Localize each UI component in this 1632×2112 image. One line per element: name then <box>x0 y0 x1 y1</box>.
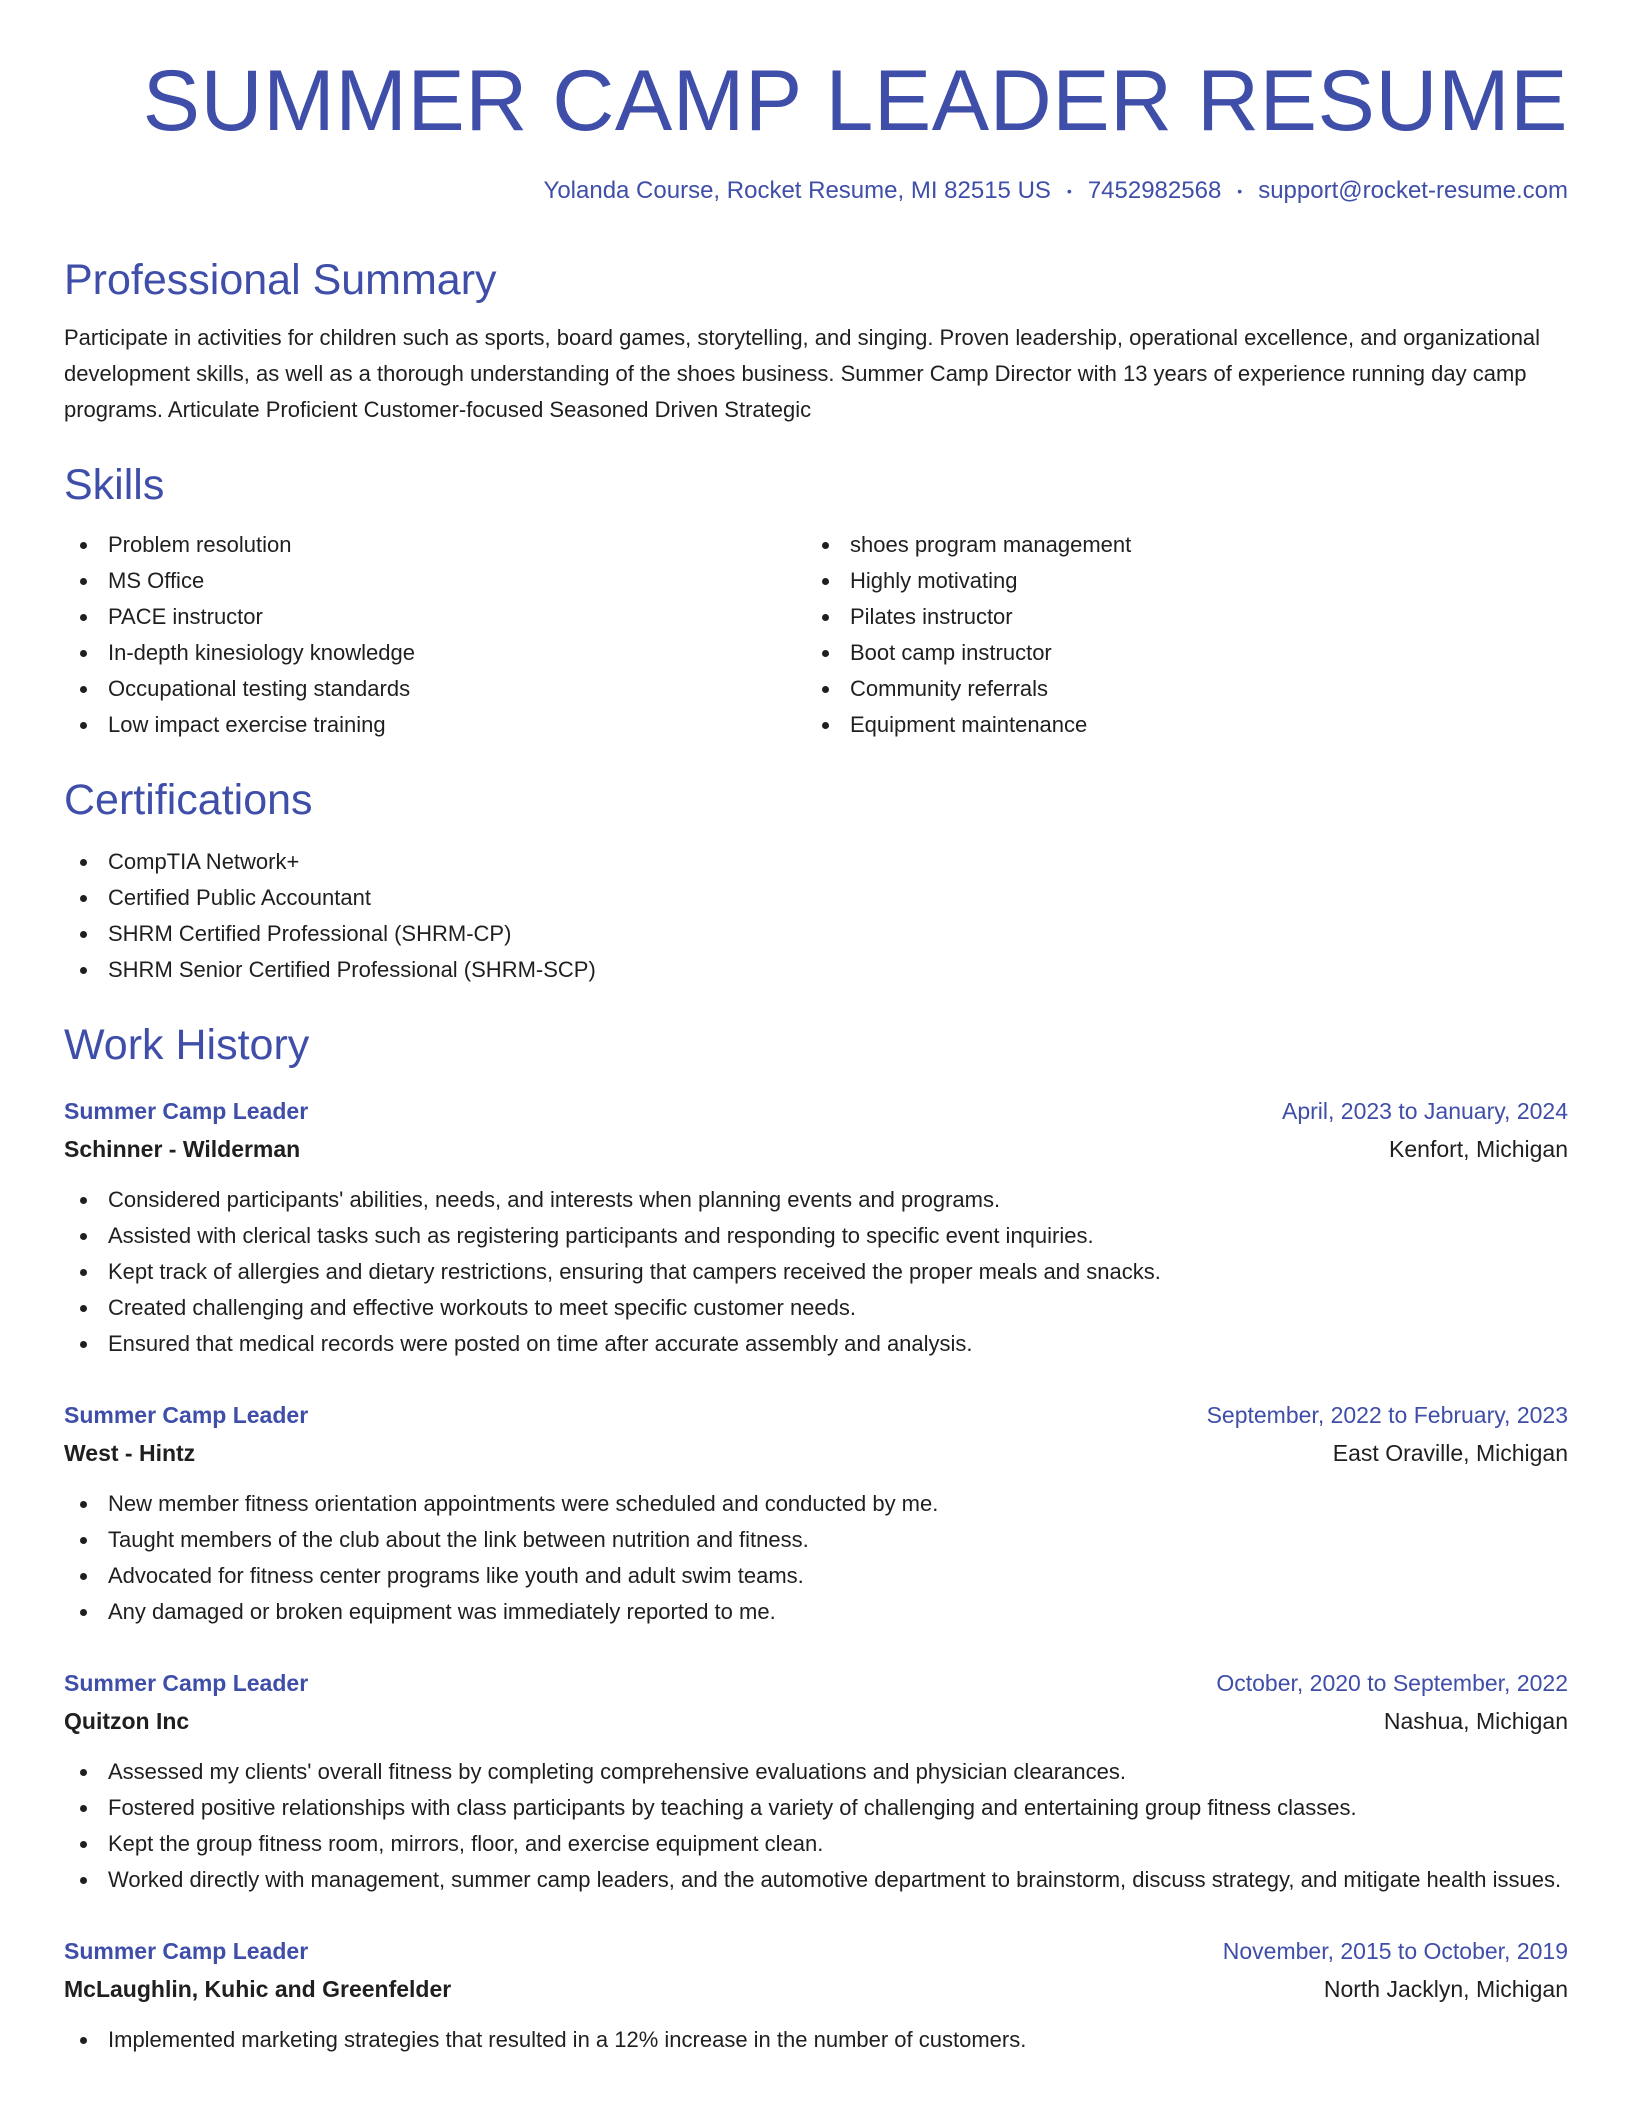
job-title-row <box>64 1092 1568 1130</box>
certification-item: CompTIA Network+ <box>64 844 1568 880</box>
skill-item: shoes program management <box>806 527 1548 563</box>
job-title: Summer Camp Leader <box>64 1669 309 1696</box>
skill-item: Problem resolution <box>64 527 806 563</box>
job-location: North Jacklyn, Michigan <box>1323 1975 1568 2002</box>
skill-item: MS Office <box>64 563 806 599</box>
skill-item: Boot camp instructor <box>806 635 1548 671</box>
job-location: Kenfort, Michigan <box>1389 1135 1568 1162</box>
summary-section <box>64 257 1568 428</box>
job-bullets <box>64 1182 1568 1362</box>
job-dates: November, 2015 to October, 2019 <box>1222 1937 1568 1964</box>
job-bullet: Kept the group fitness room, mirrors, floor, and exercise equipment clean. <box>64 1826 1568 1862</box>
job-bullet: Fostered positive relationships with class participants by teaching a variety of challenging and entertaining group fitness classes. <box>64 1790 1568 1826</box>
contact-line <box>64 177 1568 205</box>
job-company: Quitzon Inc <box>64 1707 190 1734</box>
job-bullet: New member fitness orientation appointments were scheduled and conducted by me. <box>64 1486 1568 1522</box>
skill-item: In-depth kinesiology knowledge <box>64 635 806 671</box>
job-entry <box>64 1396 1568 1630</box>
job-title-row <box>64 1664 1568 1702</box>
job-bullets <box>64 1754 1568 1898</box>
job-entry <box>64 1092 1568 1362</box>
job-title: Summer Camp Leader <box>64 1937 309 1964</box>
skills-columns <box>64 527 1568 743</box>
work-history-heading: Work History <box>64 1021 310 1070</box>
summary-text: Participate in activities for children such as sports, board games, storytelling, and singing. Proven leadership, operational excellence, and organizational development skills, as well as a thorough understanding of the shoes business. Summer Camp Director with 13 years of experience running day camp programs. Articulate Proficient Customer-focused Seasoned Driven Strategic <box>64 324 1541 422</box>
skills-heading: Skills <box>64 460 165 509</box>
page-title: SUMMER CAMP LEADER RESUME <box>142 53 1568 149</box>
contact-phone: 7452982568 <box>1087 176 1222 204</box>
job-company-row <box>64 1702 1568 1740</box>
certification-item: SHRM Senior Certified Professional (SHRM-SCP) <box>64 952 1568 988</box>
job-company-row <box>64 1130 1568 1168</box>
skill-item: Pilates instructor <box>806 599 1548 635</box>
job-bullet: Advocated for fitness center programs like youth and adult swim teams. <box>64 1558 1568 1594</box>
job-dates: April, 2023 to January, 2024 <box>1282 1097 1568 1124</box>
job-bullet: Any damaged or broken equipment was immediately reported to me. <box>64 1594 1568 1630</box>
job-bullet: Considered participants' abilities, needs, and interests when planning events and programs. <box>64 1182 1568 1218</box>
job-entry <box>64 1664 1568 1898</box>
skill-item: Low impact exercise training <box>64 707 806 743</box>
job-bullet: Taught members of the club about the link between nutrition and fitness. <box>64 1522 1568 1558</box>
job-dates: October, 2020 to September, 2022 <box>1216 1669 1568 1696</box>
skill-item: PACE instructor <box>64 599 806 635</box>
job-company: McLaughlin, Kuhic and Greenfelder <box>64 1975 452 2002</box>
job-location: East Oraville, Michigan <box>1332 1439 1568 1466</box>
job-bullet: Created challenging and effective workouts to meet specific customer needs. <box>64 1290 1568 1326</box>
job-bullet: Assisted with clerical tasks such as registering participants and responding to specific event inquiries. <box>64 1218 1568 1254</box>
job-company-row <box>64 1970 1568 2008</box>
job-bullet: Assessed my clients' overall fitness by completing comprehensive evaluations and physician clearances. <box>64 1754 1568 1790</box>
skills-list-right <box>806 527 1548 743</box>
summary-heading: Professional Summary <box>64 255 497 304</box>
job-title-row <box>64 1396 1568 1434</box>
job-title-row <box>64 1932 1568 1970</box>
job-company-row <box>64 1434 1568 1472</box>
skill-item: Occupational testing standards <box>64 671 806 707</box>
job-bullets <box>64 1486 1568 1630</box>
certifications-section <box>64 777 1568 988</box>
contact-separator: • <box>1066 183 1072 200</box>
job-company: West - Hintz <box>64 1439 196 1466</box>
skills-list-left <box>64 527 806 743</box>
job-dates: September, 2022 to February, 2023 <box>1206 1401 1568 1428</box>
job-title: Summer Camp Leader <box>64 1401 309 1428</box>
contact-email: support@rocket-resume.com <box>1258 176 1568 204</box>
skill-item: Equipment maintenance <box>806 707 1548 743</box>
certification-item: Certified Public Accountant <box>64 880 1568 916</box>
job-company: Schinner - Wilderman <box>64 1135 301 1162</box>
job-bullets <box>64 2022 1568 2058</box>
job-bullet: Ensured that medical records were posted on time after accurate assembly and analysis. <box>64 1326 1568 1362</box>
job-bullet: Worked directly with management, summer camp leaders, and the automotive department to brainstorm, discuss strategy, and mitigate health issues. <box>64 1862 1568 1898</box>
skill-item: Community referrals <box>806 671 1548 707</box>
skills-section <box>64 462 1568 743</box>
job-location: Nashua, Michigan <box>1383 1707 1568 1734</box>
certification-item: SHRM Certified Professional (SHRM-CP) <box>64 916 1568 952</box>
work-history-section <box>64 1022 1568 2057</box>
job-bullet: Implemented marketing strategies that resulted in a 12% increase in the number of customers. <box>64 2022 1568 2058</box>
resume-header <box>64 0 1568 205</box>
job-title: Summer Camp Leader <box>64 1097 309 1124</box>
job-bullet: Kept track of allergies and dietary restrictions, ensuring that campers received the proper meals and snacks. <box>64 1254 1568 1290</box>
certifications-list <box>64 844 1568 988</box>
skill-item: Highly motivating <box>806 563 1548 599</box>
certifications-heading: Certifications <box>64 776 313 825</box>
job-entry <box>64 1932 1568 2058</box>
contact-address: Yolanda Course, Rocket Resume, MI 82515 US <box>543 176 1051 204</box>
contact-separator: • <box>1237 183 1243 200</box>
